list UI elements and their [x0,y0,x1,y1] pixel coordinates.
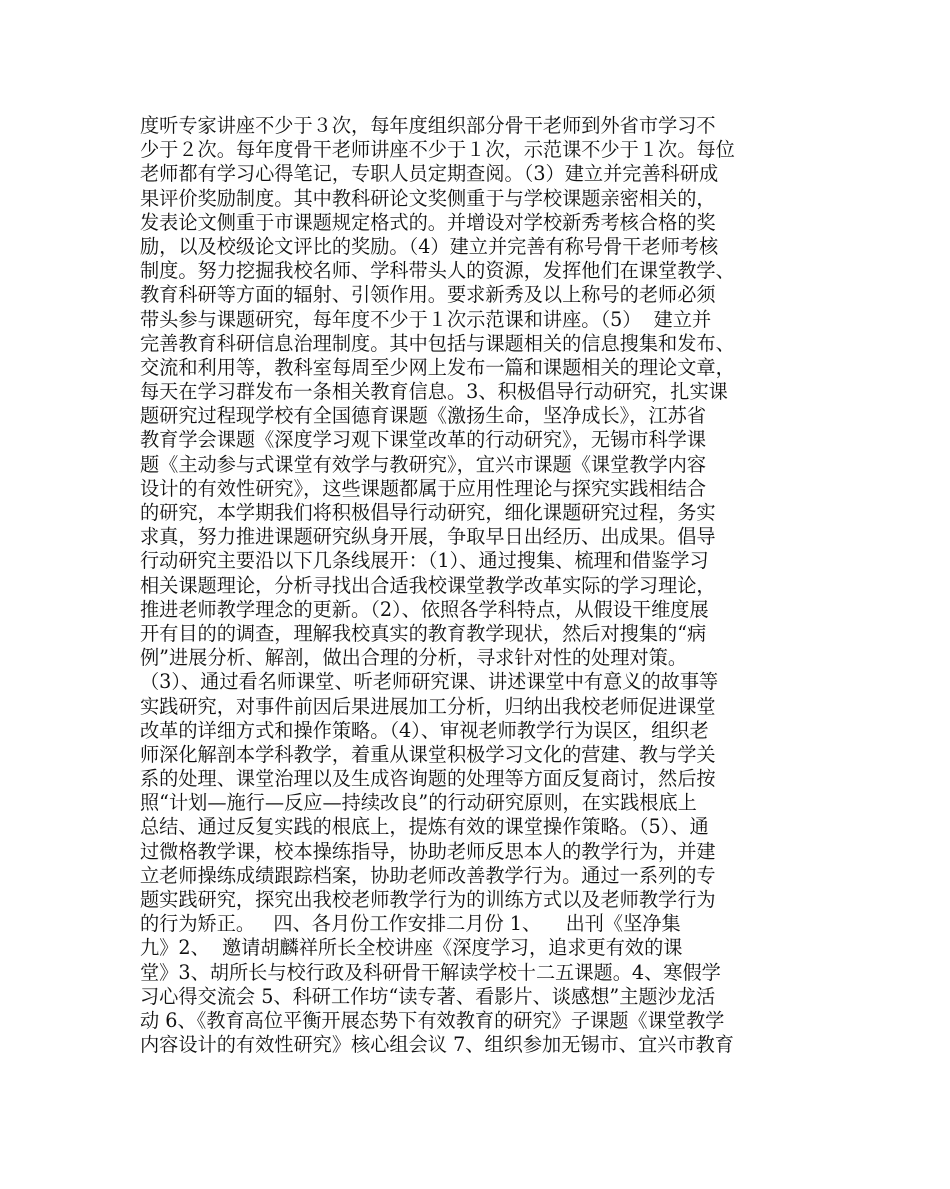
text-line: 制度。努力挖掘我校名师、学科带头人的资源，发挥他们在课堂教学、 [140,259,735,283]
text-line: 题实践研究，探究出我校老师教学行为的训练方式以及老师教学行为 [140,888,716,911]
text-line: （3）、通过看名师课堂、听老师研究课、讲述课堂中有意义的故事等 [140,670,719,694]
text-line: 教育科研等方面的辐射、引领作用。要求新秀及以上称号的老师必须 [140,283,716,307]
text-line: 例”进展分析、解剖，做出合理的分析，寻求针对性的处理对策。 [140,646,688,670]
text-line: 改革的详细方式和操作策略。（4）、审视老师教学行为误区，组织老 [140,718,709,742]
text-line: 相关课题理论，分析寻找出合适我校课堂教学改革实际的学习理论， [140,573,716,597]
text-line: 堂》3、胡所长与校行政及科研骨干解读学校十二五课题。4、寒假学 [140,960,721,984]
text-line: 题《主动参与式课堂有效学与教研究》，宜兴市课题《课堂教学内容 [140,452,707,476]
text-line: 设计的有效性研究》，这些课题都属于应用性理论与探究实践相结合 [140,476,707,500]
text-line: 果评价奖励制度。其中教科研论文奖侧重于与学校课题亲密相关的， [140,186,716,210]
text-line: 立老师操练成绩跟踪档案，协助老师改善教学行为。通过一系列的专 [140,863,716,887]
text-line: 励，以及校级论文评比的奖励。（4）建立并完善有称号骨干老师考核 [140,234,719,258]
text-line: 九》2、 邀请胡麟祥所长全校讲座《深度学习，追求更有效的课 [140,936,683,960]
body-text [140,114,820,1057]
text-line: 推进老师教学理念的更新。（2）、依照各学科特点，从假设干维度展 [140,597,709,621]
text-line: 每天在学习群发布一条相关教育信息。3、积极倡导行动研究，扎实课 [140,380,728,404]
text-line: 内容设计的有效性研究》核心组会议 7、组织参加无锡市、宜兴市教育 [140,1033,734,1057]
text-line: 求真，努力推进课题研究纵身开展，争取早日出经历、出成果。倡导 [140,525,716,549]
text-line: 的研究，本学期我们将积极倡导行动研究，细化课题研究过程，务实 [140,501,716,524]
text-line: 过微格教学课，校本操练指导，协助老师反思本人的教学行为，并建 [140,839,716,863]
text-line: 题研究过程现学校有全国德育课题《激扬生命，坚净成长》，江苏省 [140,404,707,428]
text-line: 少于２次。每年度骨干老师讲座不少于１次，示范课不少于１次。每位 [140,138,735,162]
text-line: 度听专家讲座不少于３次，每年度组织部分骨干老师到外省市学习不 [140,114,716,137]
text-line: 完善教育科研信息治理制度。其中包括与课题相关的信息搜集和发布、 [140,331,735,355]
text-line: 习心得交流会 5、科研工作坊“读专著、看影片、谈感想”主题沙龙活 [140,984,716,1008]
text-line: 行动研究主要沿以下几条线展开：（1）、通过搜集、梳理和借鉴学习 [140,549,709,573]
text-line: 交流和利用等，教科室每周至少网上发布一篇和课题相关的理论文章， [140,355,735,379]
text-line: 带头参与课题研究，每年度不少于１次示范课和讲座。（5） 建立并 [140,307,712,331]
text-line: 总结、通过反复实践的根底上，提炼有效的课堂操作策略。（5）、通 [140,815,709,839]
text-line: 发表论文侧重于市课题规定格式的。并增设对学校新秀考核合格的奖 [140,210,716,234]
text-line: 开有目的的调查，理解我校真实的教育教学现状，然后对搜集的“病 [140,621,707,645]
text-line: 照“计划—施行—反应—持续改良”的行动研究原则，在实践根底上 [140,791,697,815]
text-line: 的行为矫正。 四、各月份工作安排二月份 1、 出刊《坚净集 [140,912,681,936]
text-line: 老师都有学习心得笔记，专职人员定期查阅。（3）建立并完善科研成 [140,162,719,186]
text-line: 教育学会课题《深度学习观下课堂改革的行动研究》，无锡市科学课 [140,428,707,452]
text-line: 系的处理、课堂治理以及生成咨询题的处理等方面反复商讨，然后按 [140,767,716,791]
text-line: 师深化解剖本学科教学，着重从课堂积极学习文化的营建、教与学关 [140,742,716,766]
text-line: 实践研究，对事件前因后果进展加工分析，归纳出我校老师促进课堂 [140,694,716,718]
text-line: 动 6、《教育高位平衡开展态势下有效教育的研究》子课题《课堂教学 [140,1008,725,1032]
